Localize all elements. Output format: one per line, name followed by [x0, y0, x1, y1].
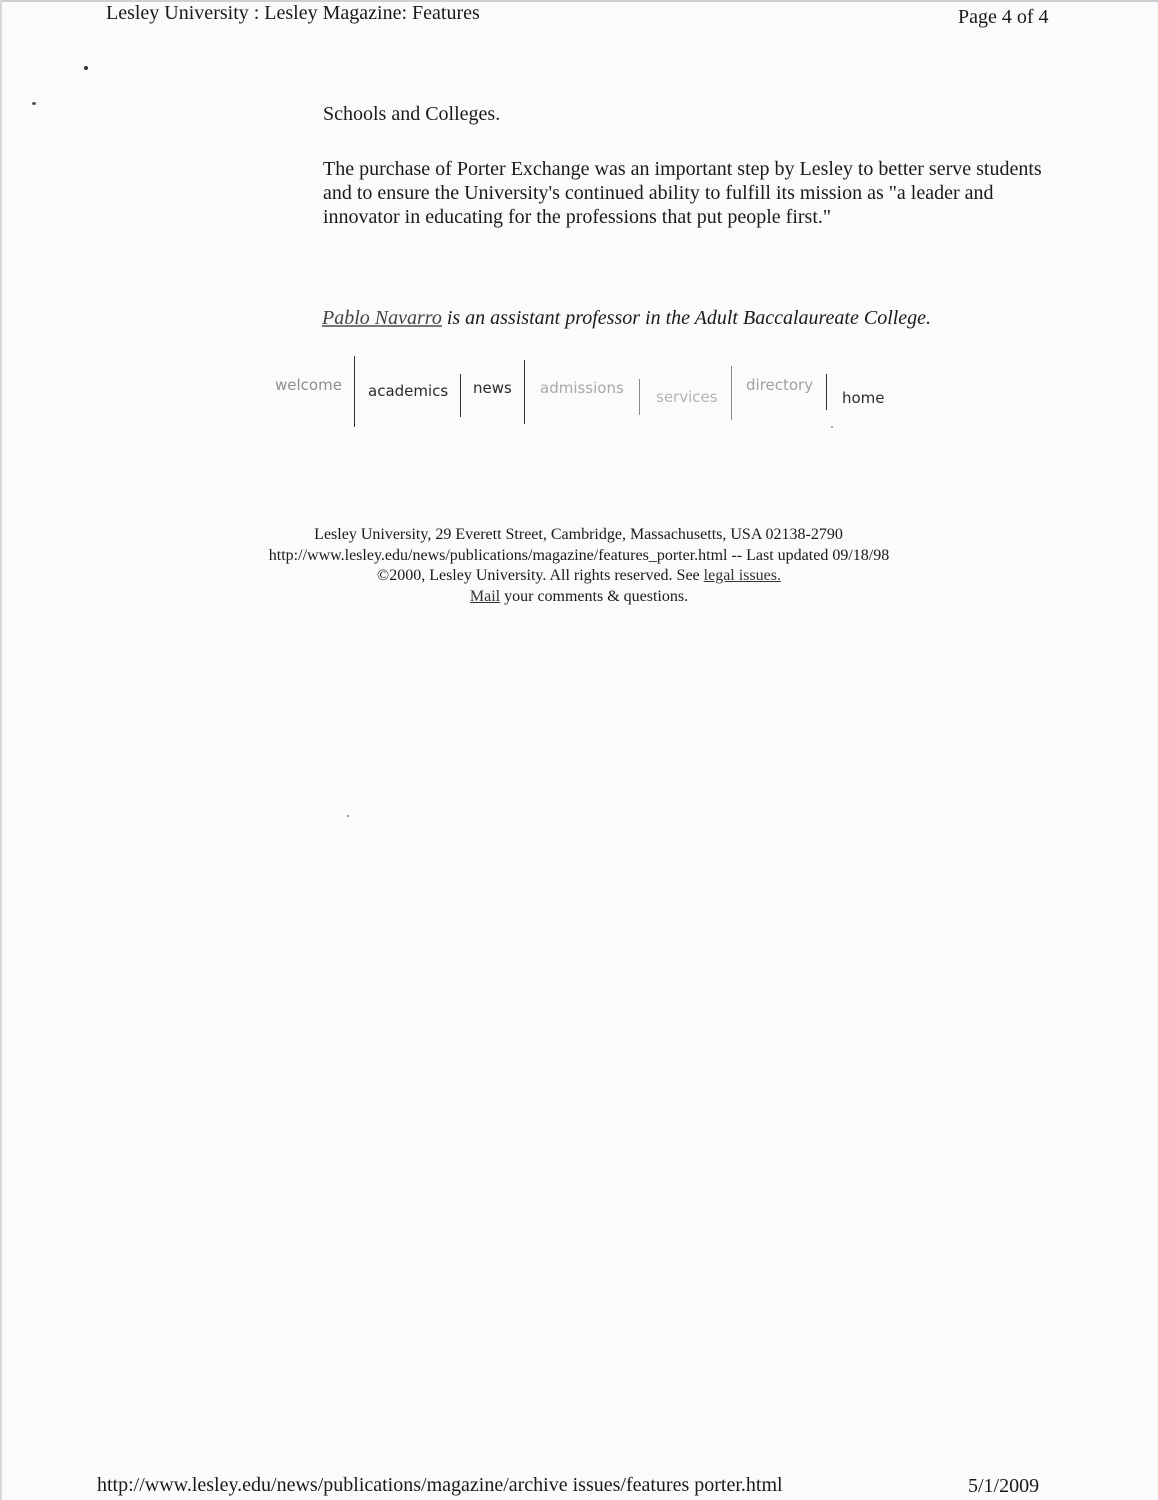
scan-speck [347, 815, 349, 817]
mail-suffix-text: your comments & questions. [500, 587, 689, 605]
footer-mail [0, 587, 1158, 608]
copyright-text: ©2000, Lesley University. All rights reserved. See [377, 567, 704, 584]
scan-speck [831, 426, 833, 428]
nav-home[interactable]: home [842, 389, 885, 407]
footer-address: Lesley University, 29 Everett Street, Cambridge, Massachusetts, USA 02138-2790 [314, 526, 843, 543]
footer-copyright [0, 566, 1158, 587]
print-header-page-indicator: Page 4 of 4 [958, 6, 1049, 28]
page-footer [0, 525, 1158, 607]
scan-speck [84, 66, 88, 70]
page-left-edge [0, 0, 2, 1500]
nav-separator [826, 374, 827, 410]
nav-welcome[interactable]: welcome [275, 376, 342, 394]
nav-separator [639, 379, 640, 415]
print-footer-date: 5/1/2009 [968, 1475, 1040, 1497]
article-paragraph: Schools and Colleges. [323, 103, 501, 125]
nav-separator [354, 356, 355, 427]
nav-services[interactable]: services [656, 388, 718, 406]
footer-url-line: http://www.lesley.edu/news/publications/magazine/features_porter.html -- Last updated 09/18/98 [268, 546, 890, 564]
nav-admissions[interactable]: admissions [540, 379, 624, 397]
article-paragraph: The purchase of Porter Exchange was an important step by Lesley to better serve students and to ensure the University's continued ability to fulfill its mission as "a leader and innovator in educating for the professions that put people first." [323, 158, 1042, 228]
legal-issues-link[interactable]: legal issues. [703, 567, 781, 584]
nav-news[interactable]: news [473, 379, 512, 397]
print-header-title: Lesley University : Lesley Magazine: Features [106, 2, 480, 24]
mail-link[interactable]: Mail [469, 587, 501, 605]
nav-directory[interactable]: directory [746, 376, 814, 394]
author-description: is an assistant professor in the Adult Baccalaureate College. [441, 307, 932, 329]
scan-speck [32, 102, 36, 105]
nav-separator [731, 366, 732, 420]
nav-academics[interactable]: academics [368, 382, 449, 400]
author-byline [322, 305, 1082, 331]
author-link[interactable]: Pablo Navarro [322, 307, 442, 329]
nav-separator [524, 360, 525, 424]
print-footer-url: http://www.lesley.edu/news/publications/magazine/archive issues/features porter.html [97, 1474, 783, 1496]
nav-separator [460, 374, 461, 417]
